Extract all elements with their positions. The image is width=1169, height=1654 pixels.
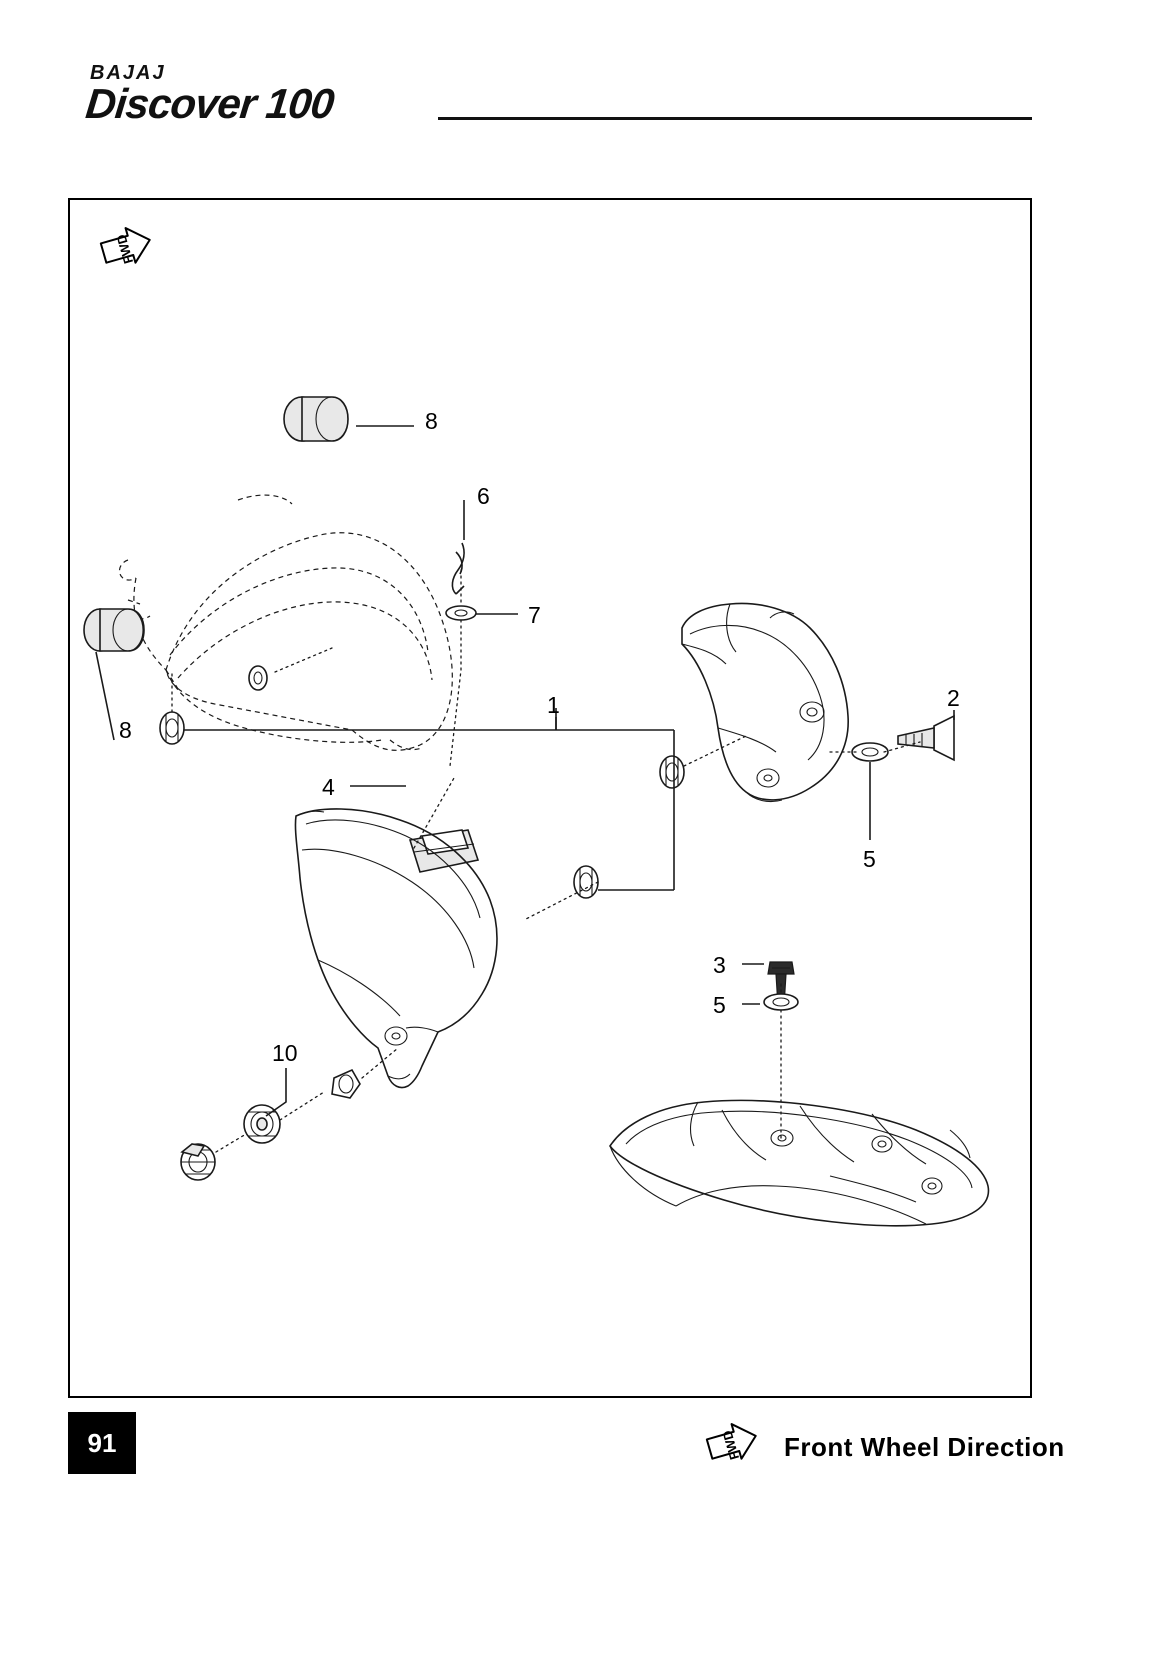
callout-4: 4	[322, 774, 335, 800]
part-8-cushion-left	[84, 609, 144, 651]
callout-10: 10	[272, 1040, 298, 1066]
callout-1: 1	[547, 692, 560, 718]
callout-8-top: 8	[425, 408, 438, 434]
callout-leader-lines	[96, 426, 954, 1116]
fwd-arrow-icon	[700, 1418, 770, 1476]
part-6-clip	[452, 543, 464, 594]
callout-5-lower: 5	[713, 992, 726, 1018]
part-5-washer-lower	[764, 994, 798, 1010]
brand-header	[83, 62, 1046, 132]
part-10-grommet-assembly	[181, 1070, 360, 1180]
callout-3: 3	[713, 952, 726, 978]
front-wheel-direction-legend	[700, 1418, 1065, 1476]
model-name: Discover 100	[83, 80, 336, 127]
part-2-screw	[898, 716, 954, 760]
page-number: 91	[68, 1412, 136, 1474]
svg-text:FWD: FWD	[113, 232, 137, 266]
exploded-parts-diagram	[70, 200, 1034, 1400]
svg-text:FWD: FWD	[719, 1428, 743, 1462]
part-5-washer-right	[852, 743, 888, 761]
callout-6: 6	[477, 483, 490, 509]
callout-7: 7	[528, 602, 541, 628]
brand-name: BAJAJ	[90, 62, 166, 84]
rear-grab-rail	[610, 1100, 988, 1225]
callout-8-left: 8	[119, 717, 132, 743]
callout-5-right: 5	[863, 846, 876, 872]
right-side-panel	[682, 603, 848, 801]
callout-2: 2	[947, 685, 960, 711]
part-7-washer	[446, 606, 476, 620]
part-8-cushion-top	[284, 397, 348, 441]
front-wheel-direction-label: Front Wheel Direction	[784, 1431, 1065, 1462]
header-rule	[438, 117, 1032, 120]
diagram-plate	[68, 198, 1032, 1398]
